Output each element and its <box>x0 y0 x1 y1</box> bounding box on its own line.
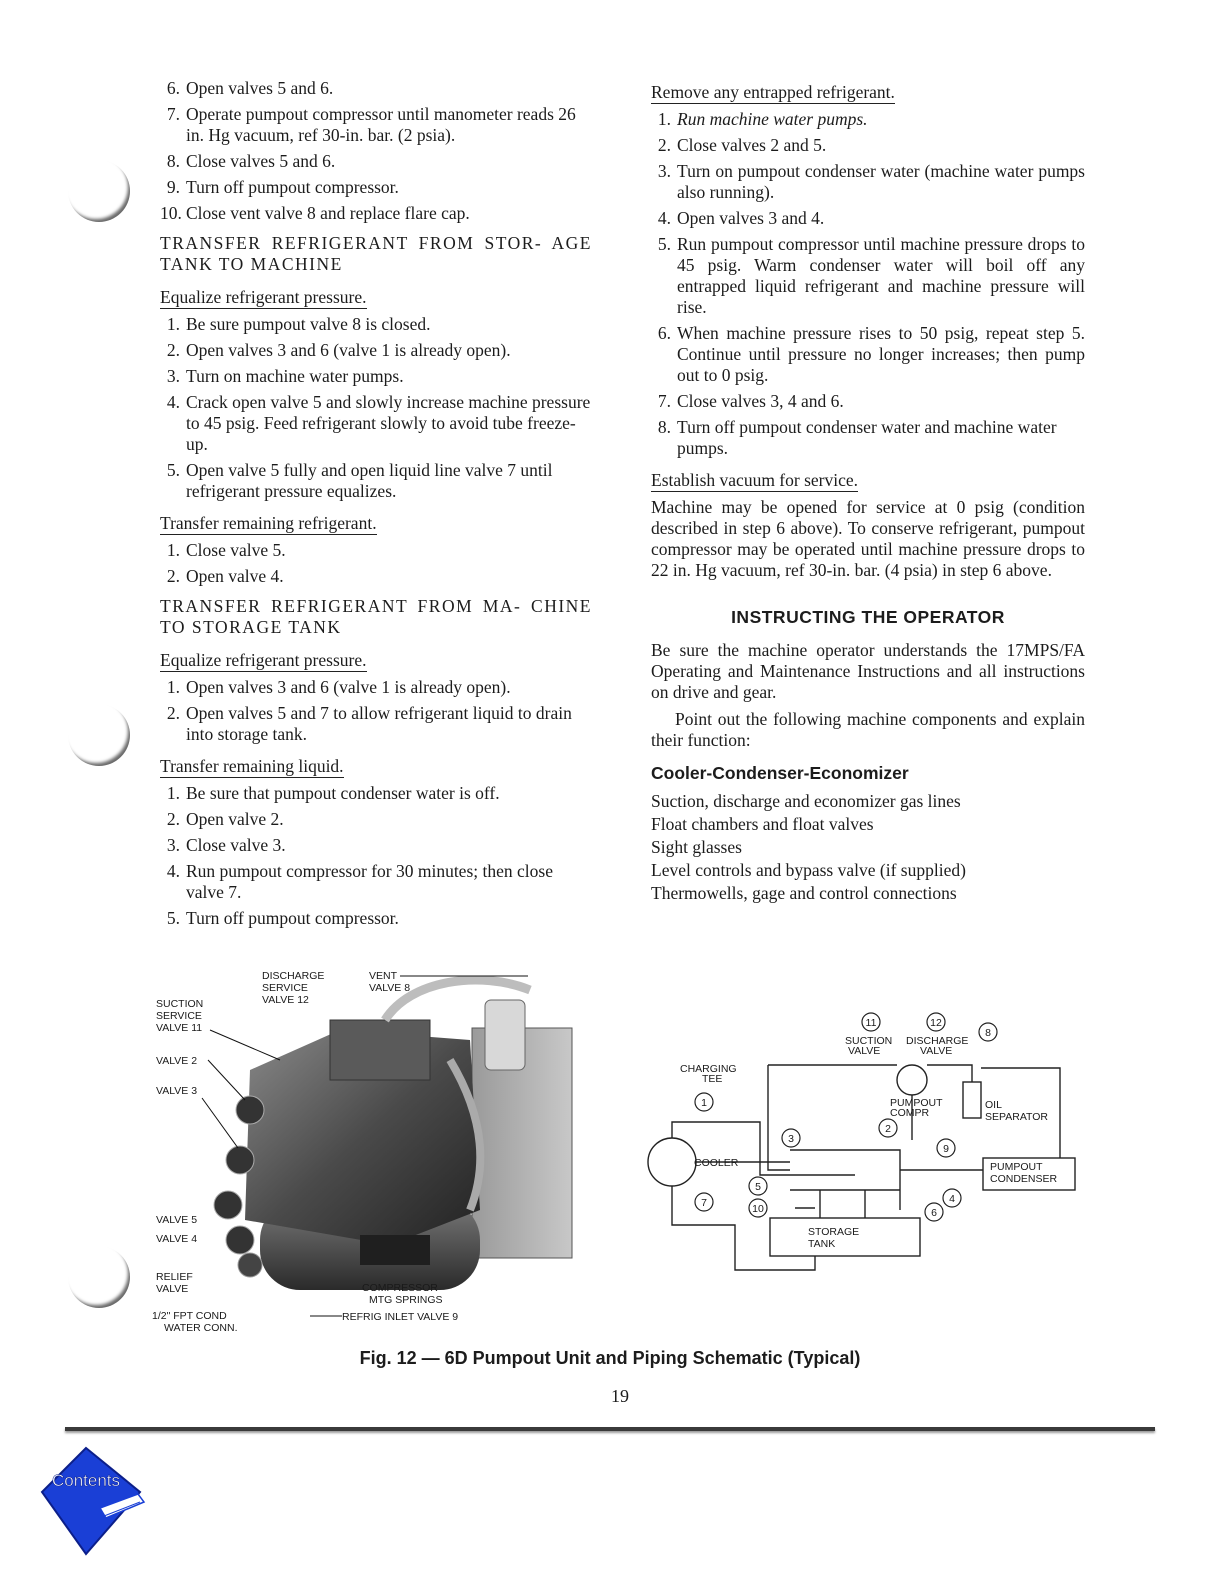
pipe <box>768 1065 790 1170</box>
subheading-transfer-remaining-liquid: Transfer remaining liquid. <box>160 756 344 776</box>
oil-separator-shape <box>963 1082 981 1118</box>
oil-separator-shape <box>485 1000 525 1070</box>
section-heading-machine-to-storage: TRANSFER REFRIGERANT FROM MA- CHINE TO STORAGE TANK <box>160 596 592 637</box>
label-storage-tank: STORAGE <box>808 1226 860 1238</box>
equalize-steps-list <box>160 314 592 502</box>
valve-number: 12 <box>930 1017 942 1029</box>
label-pumpout-compr: PUMPOUT <box>890 1097 943 1109</box>
photo-label-fpt: 1/2" FPT COND <box>152 1310 227 1322</box>
list-item: Sight glasses <box>651 837 742 857</box>
label-pumpout-condenser: CONDENSER <box>990 1173 1058 1185</box>
binder-hole-middle <box>68 704 130 766</box>
binder-hole-top <box>68 160 130 222</box>
label-discharge-valve: VALVE <box>920 1045 953 1057</box>
subheading-remove-entrapped: Remove any entrapped refrigerant. <box>651 82 895 102</box>
list-item: 6. Open valves 5 and 6. <box>166 78 334 98</box>
list-item: 2. Open valves 5 and 7 to allow refrigerant liquid to drain into storage tank. <box>166 703 572 744</box>
pumpout-unit-photo <box>150 960 590 1340</box>
label-cooler: COOLER <box>694 1157 739 1169</box>
compressor-head <box>330 1020 430 1080</box>
photo-label-refrig-inlet: REFRIG INLET VALVE 9 <box>342 1311 459 1323</box>
label-oil-separator: OIL <box>985 1099 1002 1111</box>
list-item: 3. Close valve 3. <box>166 835 286 855</box>
contents-diamond-icon <box>40 1446 148 1556</box>
label-storage-tank: TANK <box>808 1238 836 1250</box>
label-charging-tee: TEE <box>702 1073 723 1085</box>
equalize-steps-list-2 <box>160 677 592 745</box>
pumpout-compressor-shape <box>897 1065 927 1095</box>
label-pumpout-condenser: PUMPOUT <box>990 1161 1043 1173</box>
list-item: 8. Close valves 5 and 6. <box>166 151 336 171</box>
photo-label-discharge: VALVE 12 <box>262 994 309 1006</box>
list-item: 10. Close vent valve 8 and replace flare cap. <box>160 203 470 223</box>
right-column <box>651 78 1085 905</box>
photo-label-valve2: VALVE 2 <box>156 1055 198 1067</box>
vacuum-paragraph: Machine may be opened for service at 0 psig (condition described in step 6 above). To conserve refrigerant, pumpout compressor may be operated until machine pressure drops to 22 in. Hg vacuum, ref 30-in. bar. (4 psia) in step 6 above. <box>651 497 1085 580</box>
compressor-springs-shape <box>360 1235 430 1265</box>
leader-line <box>202 1098 238 1148</box>
photo-label-valve3: VALVE 3 <box>156 1085 198 1097</box>
valve-number: 11 <box>865 1017 877 1029</box>
list-item: 3. Turn on pumpout condenser water (machine water pumps also running). <box>657 161 1085 202</box>
relief-valve-shape <box>238 1253 262 1277</box>
photo-label-suction: VALVE 11 <box>156 1022 203 1034</box>
subheading-equalize-pressure: Equalize refrigerant pressure. <box>160 287 367 307</box>
photo-label-vent: VENT <box>369 970 398 982</box>
pipe <box>790 1150 900 1210</box>
photo-label-suction: SERVICE <box>156 1010 202 1022</box>
leader-line <box>208 1060 245 1100</box>
list-item: 4. Crack open valve 5 and slowly increase machine pressure to 45 psig. Feed refrigerant slowly to avoid tube freeze-up. <box>166 392 591 454</box>
list-item: Float chambers and float valves <box>651 814 874 834</box>
list-item: 3. Turn on machine water pumps. <box>166 366 404 386</box>
list-item: 1. Be sure pumpout valve 8 is closed. <box>166 314 431 334</box>
list-item: 1. Run machine water pumps. <box>657 109 868 129</box>
intro-steps-list <box>160 78 592 224</box>
pipe <box>672 1186 815 1270</box>
valve-number: 2 <box>885 1123 891 1135</box>
label-discharge-valve: DISCHARGE <box>906 1035 969 1047</box>
list-item: 2. Close valves 2 and 5. <box>657 135 827 155</box>
piping-schematic <box>640 1010 1080 1280</box>
binder-hole-bottom <box>68 1246 130 1308</box>
valve-number: 6 <box>931 1207 937 1219</box>
list-item: 6. When machine pressure rises to 50 psig, repeat step 5. Continue until pressure no longer increases; then pump out to 0 psig. <box>657 323 1085 385</box>
photo-label-relief: VALVE <box>156 1283 189 1295</box>
photo-label-vent: VALVE 8 <box>369 982 411 994</box>
page-number: 19 <box>611 1386 629 1406</box>
transfer-liquid-steps-list <box>160 783 592 929</box>
heading-instructing-operator: INSTRUCTING THE OPERATOR <box>731 607 1005 627</box>
subheading-transfer-remaining-refrigerant: Transfer remaining refrigerant. <box>160 513 377 533</box>
photo-label-relief: RELIEF <box>156 1271 193 1283</box>
subheading-equalize-pressure-2: Equalize refrigerant pressure. <box>160 650 367 670</box>
left-column <box>160 78 592 934</box>
footer-rule <box>65 1427 1155 1431</box>
list-item: Suction, discharge and economizer gas lines <box>651 791 961 811</box>
components-intro-paragraph: Point out the following machine components and explain their function: <box>651 709 1085 750</box>
leader-line <box>210 1030 280 1060</box>
list-item: 8. Turn off pumpout condenser water and machine water pumps. <box>657 417 1057 458</box>
valve-number: 10 <box>752 1203 764 1215</box>
list-item: 4. Run pumpout compressor for 30 minutes; then close valve 7. <box>166 861 553 902</box>
list-item: 1. Be sure that pumpout condenser water is off. <box>166 783 500 803</box>
valve-3-knob <box>226 1146 254 1174</box>
valve-2-knob <box>236 1096 264 1124</box>
cooler-shape <box>648 1138 696 1186</box>
label-oil-separator: SEPARATOR <box>985 1111 1049 1123</box>
photo-label-springs: MTG SPRINGS <box>369 1294 443 1306</box>
list-item: 2. Open valve 2. <box>166 809 284 829</box>
list-item: 7. Operate pumpout compressor until manometer reads 26 in. Hg vacuum, ref 30-in. bar. (2 psia). <box>166 104 576 145</box>
valve-number: 7 <box>701 1197 707 1209</box>
label-suction-valve: VALVE <box>848 1045 881 1057</box>
photo-label-suction: SUCTION <box>156 998 204 1010</box>
subheading-establish-vacuum: Establish vacuum for service. <box>651 470 859 490</box>
valve-number: 5 <box>755 1181 761 1193</box>
label-pumpout-compr: COMPR <box>890 1107 930 1119</box>
valve-5-knob <box>214 1191 242 1219</box>
list-item: Level controls and bypass valve (if supplied) <box>651 860 966 880</box>
components-list <box>651 790 1085 905</box>
valve-number: 1 <box>701 1097 707 1109</box>
valve-number: 4 <box>949 1193 955 1205</box>
valve-number: 9 <box>943 1143 949 1155</box>
photo-label-fpt: WATER CONN. <box>164 1322 238 1334</box>
list-item: 2. Open valves 3 and 6 (valve 1 is already open). <box>166 340 511 360</box>
list-item: 7. Close valves 3, 4 and 6. <box>657 391 844 411</box>
figure-caption: Fig. 12 — 6D Pumpout Unit and Piping Schematic (Typical) <box>359 1348 861 1368</box>
photo-label-discharge: SERVICE <box>262 982 308 994</box>
valve-number: 3 <box>788 1133 794 1145</box>
photo-label-valve5: VALVE 5 <box>156 1214 198 1226</box>
subheading-cooler-condenser-economizer: Cooler-Condenser-Economizer <box>651 763 909 783</box>
valve-number: 8 <box>985 1027 991 1039</box>
contents-button[interactable] <box>40 1446 148 1556</box>
list-item: 1. Open valves 3 and 6 (valve 1 is already open). <box>166 677 511 697</box>
section-heading-storage-to-machine: TRANSFER REFRIGERANT FROM STOR- AGE TANK TO MACHINE <box>160 233 592 274</box>
photo-label-discharge: DISCHARGE <box>262 970 325 982</box>
list-item: 5. Run pumpout compressor until machine pressure drops to 45 psig. Warm condenser water will boil off any entrapped liquid refrigerant and machine pressure will rise. <box>657 234 1085 317</box>
list-item: 5. Open valve 5 fully and open liquid line valve 7 until refrigerant pressure equalizes. <box>166 460 553 501</box>
contents-label: Contents <box>51 1471 121 1490</box>
transfer-remaining-steps-list <box>160 540 592 587</box>
list-item: 2. Open valve 4. <box>166 566 284 586</box>
list-item: 5. Turn off pumpout compressor. <box>166 908 399 928</box>
valve-4-knob <box>226 1226 254 1254</box>
remove-entrapped-steps-list <box>651 109 1085 459</box>
label-charging-tee: CHARGING <box>680 1063 737 1075</box>
photo-label-valve4: VALVE 4 <box>156 1233 198 1245</box>
list-item: 1. Close valve 5. <box>166 540 286 560</box>
pipe <box>927 1065 972 1082</box>
list-item: Thermowells, gage and control connections <box>651 883 957 903</box>
photo-label-springs: COMPRESSOR <box>362 1282 438 1294</box>
list-item: 9. Turn off pumpout compressor. <box>166 177 399 197</box>
label-suction-valve: SUCTION <box>845 1035 893 1047</box>
operator-paragraph: Be sure the machine operator understands the 17MPS/FA Operating and Maintenance Instructions and all instructions on drive and gear. <box>651 640 1085 702</box>
list-item: 4. Open valves 3 and 4. <box>657 208 825 228</box>
